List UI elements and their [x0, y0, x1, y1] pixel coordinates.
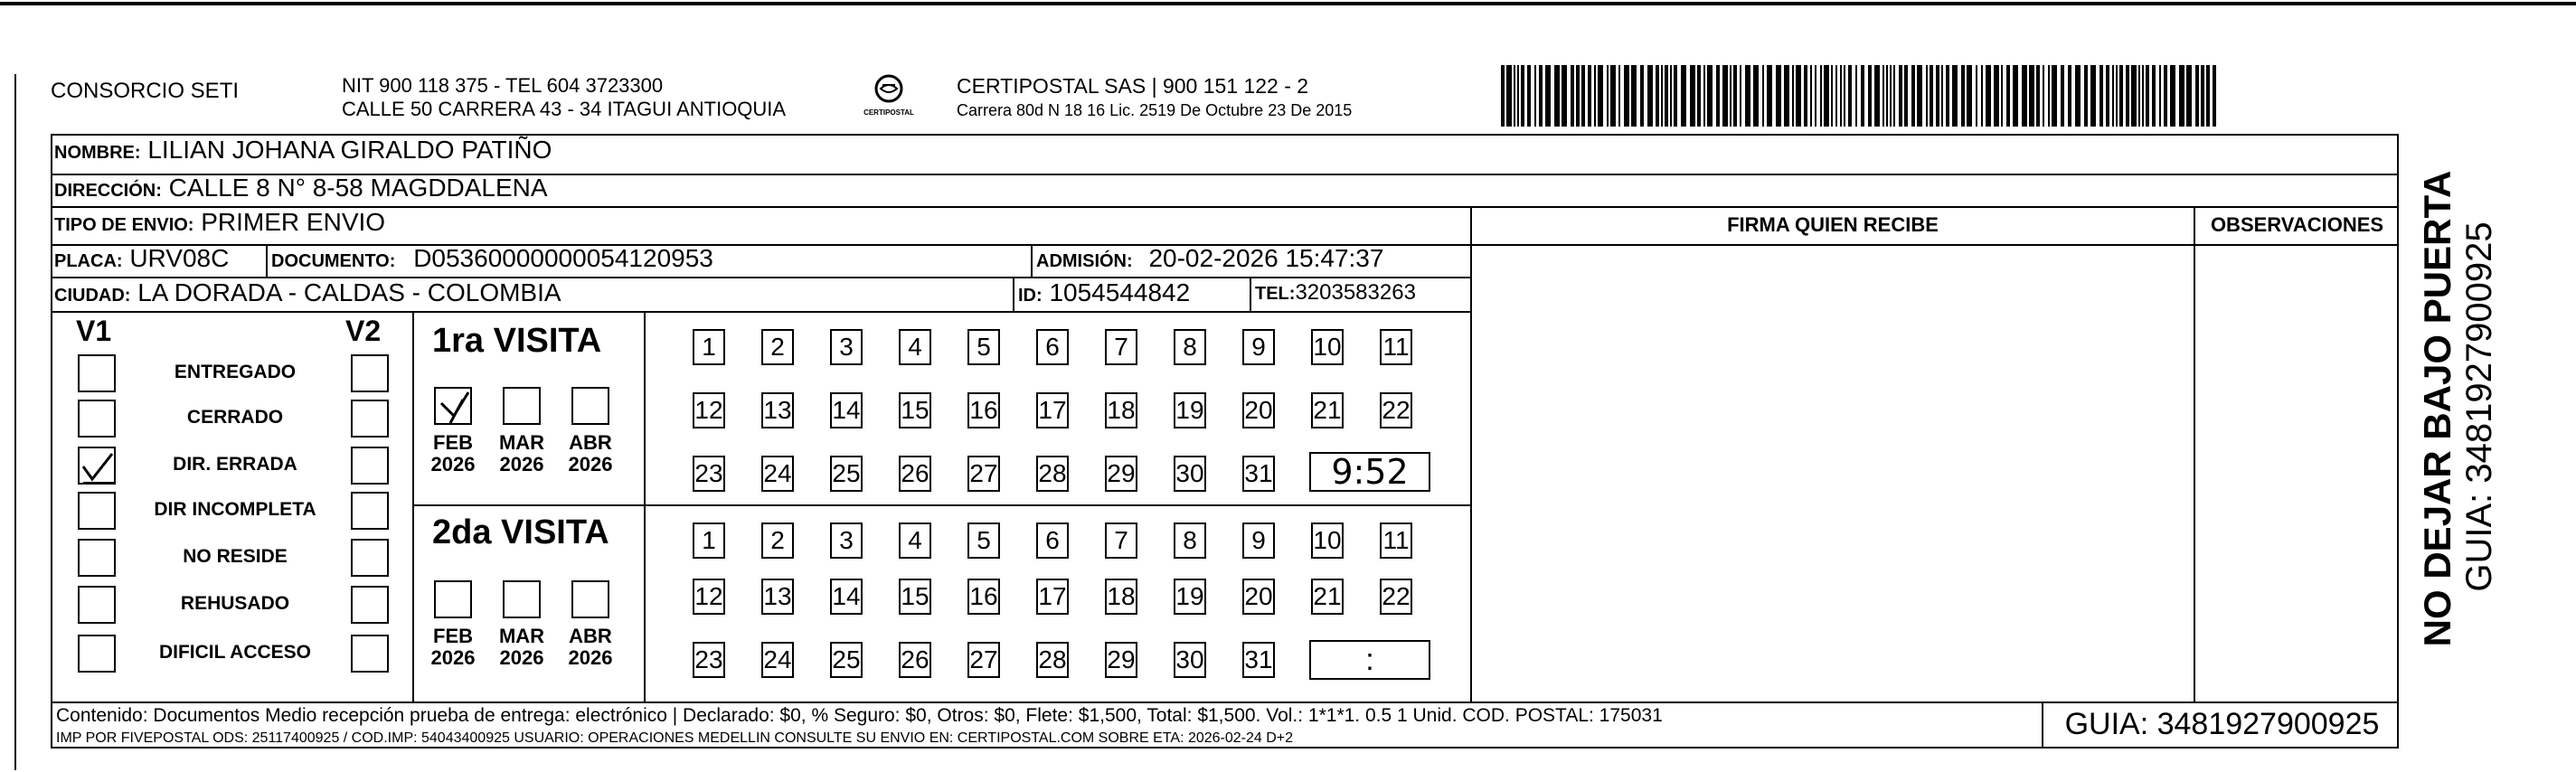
barcode-bar	[1517, 65, 1519, 127]
direccion-value: CALLE 8 N° 8-58 MAGDDALENA	[168, 174, 548, 202]
day-box[interactable]: 9	[1242, 523, 1275, 559]
barcode-bar	[2131, 65, 2137, 127]
month-label	[495, 626, 549, 669]
month-name: FEB	[433, 431, 473, 454]
barcode-bar	[1840, 65, 1842, 127]
visit1-time: 9:52	[1331, 452, 1409, 492]
barcode-bar	[2186, 65, 2192, 127]
barcode-bar	[1904, 65, 1908, 127]
barcode-bar	[1527, 65, 1531, 127]
ciudad-field: CIUDAD: LA DORADA - CALDAS - COLOMBIA	[54, 278, 561, 306]
barcode-bar	[1670, 65, 1672, 127]
status-label: NO RESIDE	[183, 546, 288, 567]
v1-checkbox[interactable]	[78, 447, 116, 485]
month-checkbox[interactable]	[503, 387, 541, 425]
day-box[interactable]: 4	[899, 329, 931, 365]
day-box[interactable]: 19	[1174, 579, 1206, 615]
barcode-bar	[2206, 65, 2210, 127]
v2-checkbox[interactable]	[351, 539, 389, 577]
day-box[interactable]: 17	[1036, 392, 1069, 428]
nit-line-2: CALLE 50 CARRERA 43 - 34 ITAGUI ANTIOQUIA	[342, 98, 787, 120]
barcode-bar	[2006, 65, 2010, 127]
barcode-bar	[1796, 65, 1801, 127]
day-box[interactable]: 18	[1105, 392, 1137, 428]
barcode-bar	[1690, 65, 1695, 127]
barcode-bar	[1967, 65, 1972, 127]
day-box[interactable]: 1	[693, 329, 725, 365]
barcode-bar	[2090, 65, 2096, 127]
v2-checkbox[interactable]	[351, 447, 389, 485]
day-box[interactable]: 6	[1036, 523, 1069, 559]
barcode-bar	[1545, 65, 1551, 127]
id-field: ID: 1054544842	[1018, 278, 1191, 306]
day-box[interactable]: 21	[1311, 579, 1344, 615]
barcode-bar	[1681, 65, 1686, 127]
barcode-bar	[1730, 65, 1731, 127]
v2-checkbox[interactable]	[351, 635, 389, 673]
barcode-bar	[1607, 65, 1609, 127]
day-box[interactable]: 27	[967, 456, 1000, 492]
barcode-bar	[1848, 65, 1852, 127]
day-box[interactable]: 12	[693, 392, 725, 428]
visit1-time-box[interactable]	[1309, 452, 1430, 492]
month-name: ABR	[569, 431, 612, 454]
barcode-bar	[1753, 65, 1759, 127]
day-box[interactable]: 2	[761, 329, 794, 365]
id-value: 1054544842	[1049, 278, 1191, 306]
visit1-title: 1ra VISITA	[432, 322, 602, 360]
barcode-bar	[2142, 65, 2144, 127]
barcode-bar	[2201, 65, 2204, 127]
barcode-bar	[1598, 65, 1603, 127]
day-box[interactable]: 7	[1105, 523, 1137, 559]
barcode-bar	[2043, 65, 2044, 127]
month-year: 2026	[568, 646, 613, 669]
day-box[interactable]: 13	[761, 392, 794, 428]
barcode-bar	[1874, 65, 1880, 127]
month-year: 2026	[499, 453, 544, 475]
barcode-bar	[1946, 65, 1949, 127]
barcode-bar	[1665, 65, 1668, 127]
day-box[interactable]: 25	[830, 456, 863, 492]
v1-label: V1	[76, 315, 112, 347]
barcode-bar	[1835, 65, 1837, 127]
barcode-bar	[1986, 65, 1991, 127]
day-box[interactable]: 3	[830, 523, 863, 559]
barcode-bar	[1961, 65, 1965, 127]
day-box[interactable]: 16	[967, 392, 1000, 428]
barcode-bar	[1930, 65, 1933, 127]
barcode-bar	[2036, 65, 2040, 127]
side-guia: GUIA: 3481927900925	[2459, 221, 2499, 592]
barcode-bar	[1656, 65, 1659, 127]
visit2-time-box[interactable]	[1309, 640, 1430, 680]
barcode-bar	[1674, 65, 1677, 127]
day-box[interactable]: 5	[967, 523, 1000, 559]
side-warning: NO DEJAR BAJO PUERTA	[2416, 170, 2458, 647]
status-label: CERRADO	[186, 407, 284, 428]
day-box[interactable]: 10	[1311, 329, 1344, 365]
nombre-field: NOMBRE: LILIAN JOHANA GIRALDO PATIÑO	[54, 136, 552, 164]
barcode-bar	[1571, 65, 1574, 127]
month-name: MAR	[498, 625, 545, 647]
barcode-bar	[1716, 65, 1720, 127]
barcode-bar	[1703, 65, 1705, 127]
day-box[interactable]: 24	[761, 456, 794, 492]
month-label	[563, 432, 618, 475]
barcode-bar	[2152, 65, 2156, 127]
direccion-field: DIRECCIÓN: CALLE 8 N° 8-58 MAGDDALENA	[54, 174, 548, 202]
barcode-bar	[1722, 65, 1728, 127]
day-box[interactable]: 7	[1105, 329, 1137, 365]
month-checkbox[interactable]	[434, 387, 472, 425]
v2-checkbox[interactable]	[351, 492, 389, 530]
barcode-bar	[1697, 65, 1701, 127]
day-box[interactable]: 26	[899, 642, 931, 678]
barcode-bar	[1514, 65, 1515, 127]
top-rule	[0, 2, 2576, 5]
day-box[interactable]: 26	[899, 456, 931, 492]
v1-checkbox[interactable]	[78, 586, 116, 624]
status-label: DIR INCOMPLETA	[154, 499, 316, 520]
barcode-bar	[1893, 65, 1895, 127]
barcode-bar	[2170, 65, 2175, 127]
barcode-bar	[1521, 65, 1524, 127]
v2-checkbox[interactable]	[351, 354, 389, 392]
day-box[interactable]: 5	[967, 329, 1000, 365]
barcode-bar	[2061, 65, 2064, 127]
day-box[interactable]: 21	[1311, 392, 1344, 428]
barcode-bar	[2099, 65, 2103, 127]
barcode-bar	[2112, 65, 2114, 127]
barcode-bar	[1824, 65, 1829, 127]
day-box[interactable]: 27	[967, 642, 1000, 678]
v2-checkbox[interactable]	[351, 400, 389, 438]
barcode-bar	[1844, 65, 1845, 127]
barcode-bar	[1936, 65, 1939, 127]
barcode-bar	[1762, 65, 1764, 127]
footer-line-2: IMP POR FIVEPOSTAL ODS: 25117400925 / COD.IMP: 54043400925 USUARIO: OPERACIONES MEDELLIN CONSULTE SU ENVIO EN: CERTIPOSTAL.COM SOBRE ETA: 2026-02-24 D+2	[56, 730, 1294, 746]
barcode-bar	[1810, 65, 1812, 127]
barcode-bar	[1640, 65, 1644, 127]
day-box[interactable]: 14	[830, 579, 863, 615]
day-box[interactable]: 11	[1380, 329, 1412, 365]
visit2-title: 2da VISITA	[432, 513, 609, 551]
day-box[interactable]: 20	[1242, 579, 1275, 615]
nombre-value: LILIAN JOHANA GIRALDO PATIÑO	[147, 136, 552, 164]
barcode-bar	[1855, 65, 1857, 127]
barcode-bar	[2052, 65, 2057, 127]
barcode-bar	[2164, 65, 2167, 127]
barcode-bar	[1562, 65, 1567, 127]
barcode-bar	[1784, 65, 1789, 127]
visit2-time: :	[1365, 643, 1374, 677]
day-box[interactable]: 15	[899, 392, 931, 428]
day-box[interactable]: 4	[899, 523, 931, 559]
day-box[interactable]: 1	[693, 523, 725, 559]
day-box[interactable]: 16	[967, 579, 1000, 615]
status-label: DIR. ERRADA	[173, 454, 297, 475]
v1-checkbox[interactable]	[78, 354, 116, 392]
v1-checkbox[interactable]	[78, 635, 116, 673]
day-box[interactable]: 13	[761, 579, 794, 615]
day-box[interactable]: 30	[1174, 642, 1206, 678]
certipostal-logo	[861, 72, 917, 123]
month-year: 2026	[430, 646, 476, 669]
barcode-bar	[1618, 65, 1620, 127]
day-box[interactable]: 31	[1242, 642, 1275, 678]
day-box[interactable]: 30	[1174, 456, 1206, 492]
day-box[interactable]: 19	[1174, 392, 1206, 428]
day-box[interactable]: 22	[1380, 579, 1412, 615]
admision-field: ADMISIÓN: 20-02-2026 15:47:37	[1036, 244, 1384, 272]
barcode-bar	[1926, 65, 1928, 127]
barcode-bar	[2106, 65, 2109, 127]
barcode-bar	[2213, 65, 2216, 127]
v1-checkbox[interactable]	[78, 539, 116, 577]
barcode-bar	[1882, 65, 1884, 127]
day-box[interactable]: 23	[693, 456, 725, 492]
v1-checkbox[interactable]	[78, 400, 116, 438]
month-checkbox[interactable]	[571, 387, 609, 425]
day-box[interactable]: 10	[1311, 523, 1344, 559]
certipostal-line-1: CERTIPOSTAL SAS | 900 151 122 - 2	[957, 74, 1309, 98]
month-name: FEB	[433, 625, 473, 647]
barcode-bar	[1501, 65, 1505, 127]
barcode-bar	[1820, 65, 1822, 127]
barcode-bar	[2001, 65, 2003, 127]
barcode-bar	[1624, 65, 1629, 127]
day-box[interactable]: 8	[1174, 329, 1206, 365]
month-checkbox[interactable]	[503, 580, 541, 618]
barcode-bar	[1647, 65, 1653, 127]
barcode-bar	[1792, 65, 1794, 127]
documento-value: D05360000000054120953	[413, 244, 713, 272]
footer-line-1: Contenido: Documentos Medio recepción prueba de entrega: electrónico | Declarado: $0, % Seguro: $0, Otros: $0, Flete: $1,500, Total: $1,500. Vol.: 1*1*1. 0.5 1 Unid. COD. POSTAL: 175031	[56, 705, 1663, 726]
day-box[interactable]: 6	[1036, 329, 1069, 365]
month-checkbox[interactable]	[571, 580, 609, 618]
day-box[interactable]: 22	[1380, 392, 1412, 428]
barcode-bar	[2195, 65, 2199, 127]
tel-value: 3203583263	[1295, 280, 1416, 305]
barcode-bar	[1890, 65, 1892, 127]
barcode-bar	[1576, 65, 1580, 127]
barcode-bar	[2022, 65, 2027, 127]
placa-value: URV08C	[129, 244, 230, 272]
barcode-bar	[2159, 65, 2161, 127]
barcode-bar	[1831, 65, 1833, 127]
nit-line-1: NIT 900 118 375 - TEL 604 3723300	[342, 74, 664, 97]
v1-checkbox[interactable]	[78, 492, 116, 530]
admision-value: 20-02-2026 15:47:37	[1148, 244, 1384, 272]
month-label	[426, 432, 480, 475]
month-year: 2026	[430, 453, 476, 475]
barcode-bar	[1610, 65, 1616, 127]
ciudad-value: LA DORADA - CALDAS - COLOMBIA	[137, 278, 561, 306]
v2-label: V2	[345, 315, 382, 347]
v2-checkbox[interactable]	[351, 586, 389, 624]
month-label	[426, 626, 480, 669]
day-box[interactable]: 23	[693, 642, 725, 678]
day-box[interactable]: 28	[1036, 642, 1069, 678]
day-box[interactable]: 14	[830, 392, 863, 428]
barcode-bar	[1661, 65, 1663, 127]
placa-field: PLACA: URV08C	[54, 244, 230, 272]
barcode-bar	[1733, 65, 1737, 127]
status-label: DIFICIL ACCESO	[158, 642, 311, 663]
barcode-bar	[1815, 65, 1816, 127]
barcode-bar	[2146, 65, 2149, 127]
day-box[interactable]: 24	[761, 642, 794, 678]
barcode-bar	[2013, 65, 2018, 127]
barcode-bar	[2119, 65, 2123, 127]
day-box[interactable]: 25	[830, 642, 863, 678]
barcode-bar	[2138, 65, 2140, 127]
day-box[interactable]: 2	[761, 523, 794, 559]
documento-field: DOCUMENTO: D05360000000054120953	[271, 244, 713, 272]
certipostal-line-2: Carrera 80d N 18 16 Lic. 2519 De Octubre 23 De 2015	[957, 101, 1353, 119]
barcode-bar	[1745, 65, 1750, 127]
barcode-bar	[2126, 65, 2129, 127]
left-edge-mark	[14, 74, 16, 770]
barcode-bar	[2116, 65, 2118, 127]
month-label	[495, 432, 549, 475]
barcode-bar	[1631, 65, 1637, 127]
day-box[interactable]: 17	[1036, 579, 1069, 615]
barcode-bar	[2068, 65, 2071, 127]
barcode-bar	[2029, 65, 2034, 127]
day-box[interactable]: 3	[830, 329, 863, 365]
month-year: 2026	[499, 646, 544, 669]
observaciones-label: OBSERVACIONES	[2210, 213, 2384, 236]
barcode-bar	[1776, 65, 1781, 127]
barcode-bar	[1911, 65, 1915, 127]
month-checkbox[interactable]	[434, 580, 472, 618]
day-box[interactable]: 29	[1105, 456, 1137, 492]
month-name: ABR	[569, 625, 612, 647]
barcode-bar	[1868, 65, 1872, 127]
barcode-bar	[1588, 65, 1591, 127]
tipo-field: TIPO DE ENVIO: PRIMER ENVIO	[54, 208, 386, 236]
day-box[interactable]: 31	[1242, 456, 1275, 492]
day-box[interactable]: 11	[1380, 523, 1412, 559]
barcode-bar	[1506, 65, 1512, 127]
barcode-bar	[1976, 65, 1977, 127]
barcode-bar	[2048, 65, 2050, 127]
barcode-bar	[1952, 65, 1958, 127]
month-name: MAR	[498, 431, 545, 454]
day-box[interactable]: 28	[1036, 456, 1069, 492]
barcode-bar	[2084, 65, 2088, 127]
barcode-bar	[1740, 65, 1741, 127]
firma-label: FIRMA QUIEN RECIBE	[1727, 213, 1939, 236]
status-label: ENTREGADO	[174, 362, 297, 382]
barcode-bar	[1534, 65, 1536, 127]
tel-field: TEL:3203583263	[1255, 280, 1416, 305]
logo-text: CERTIPOSTAL	[863, 108, 914, 117]
day-box[interactable]: 18	[1105, 579, 1137, 615]
tipo-value: PRIMER ENVIO	[201, 208, 386, 236]
barcode-bar	[1707, 65, 1713, 127]
barcode-bar	[1886, 65, 1888, 127]
footer-guia: GUIA: 3481927900925	[2064, 707, 2380, 741]
company-name: CONSORCIO SETI	[51, 79, 240, 103]
day-box[interactable]: 29	[1105, 642, 1137, 678]
barcode	[1501, 65, 2220, 127]
barcode-bar	[1861, 65, 1864, 127]
month-year: 2026	[568, 453, 613, 475]
barcode-bar	[2075, 65, 2081, 127]
barcode-bar	[1941, 65, 1943, 127]
barcode-bar	[1594, 65, 1596, 127]
day-box[interactable]: 20	[1242, 392, 1275, 428]
barcode-bar	[1804, 65, 1807, 127]
barcode-bar	[1554, 65, 1560, 127]
barcode-bar	[1899, 65, 1902, 127]
barcode-bar	[1917, 65, 1922, 127]
month-label	[563, 626, 618, 669]
barcode-bar	[1994, 65, 1999, 127]
barcode-bar	[2179, 65, 2184, 127]
barcode-bar	[1767, 65, 1772, 127]
barcode-bar	[1581, 65, 1585, 127]
barcode-bar	[1539, 65, 1543, 127]
barcode-bar	[1981, 65, 1983, 127]
day-box[interactable]: 8	[1174, 523, 1206, 559]
day-box[interactable]: 12	[693, 579, 725, 615]
day-box[interactable]: 9	[1242, 329, 1275, 365]
day-box[interactable]: 15	[899, 579, 931, 615]
status-label: REHUSADO	[180, 593, 290, 614]
